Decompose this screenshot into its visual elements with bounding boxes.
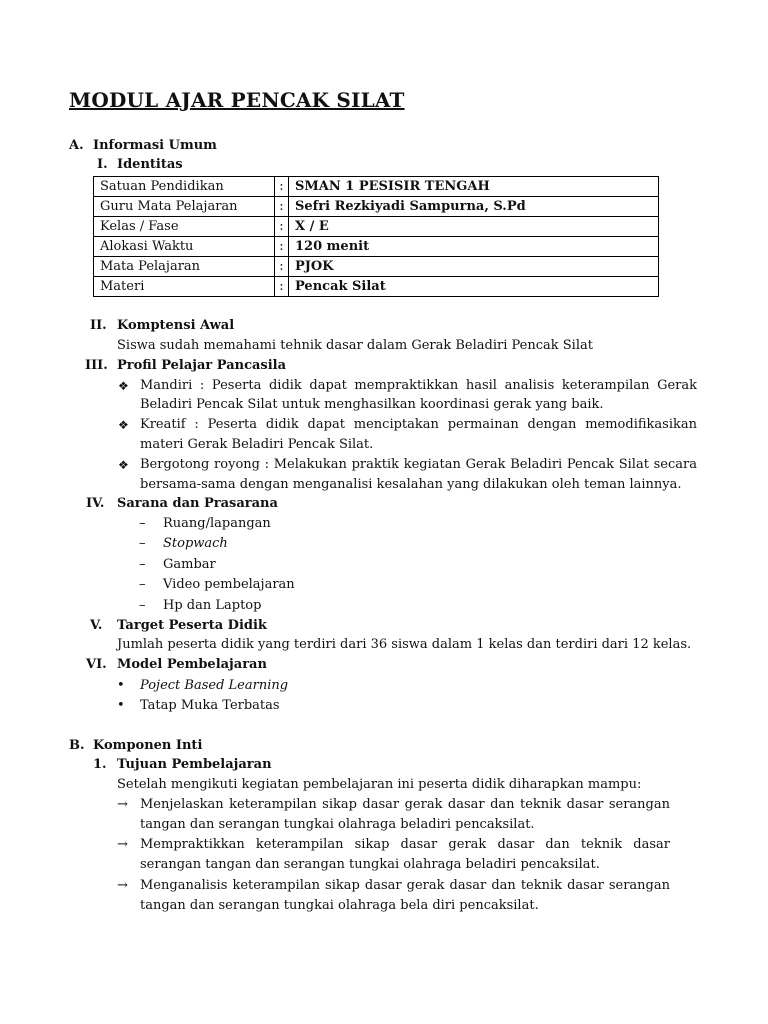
table-row bbox=[94, 177, 659, 197]
table-cell-separator: : bbox=[275, 177, 289, 197]
dash-bullet-icon: – bbox=[139, 598, 146, 613]
section-b-label: B. bbox=[69, 738, 85, 753]
table-cell-separator: : bbox=[275, 257, 289, 277]
target-number: V. bbox=[90, 618, 103, 633]
table-cell-label: Kelas / Fase bbox=[94, 217, 275, 237]
table-row bbox=[94, 257, 659, 277]
tujuan-heading: Tujuan Pembelajaran bbox=[117, 757, 272, 772]
sarana-number: IV. bbox=[86, 496, 105, 511]
sarana-item: Stopwach bbox=[163, 536, 228, 551]
table-cell-label: Satuan Pendidikan bbox=[94, 177, 275, 197]
table-cell-value: PJOK bbox=[289, 257, 659, 277]
table-cell-separator: : bbox=[275, 197, 289, 217]
table-cell-separator: : bbox=[275, 217, 289, 237]
profil-item-line: materi Gerak Beladiri Pencak Silat. bbox=[140, 437, 374, 452]
model-item: Tatap Muka Terbatas bbox=[140, 698, 280, 713]
identitas-heading: Identitas bbox=[117, 157, 183, 172]
diamond-bullet-icon: ❖ bbox=[118, 458, 129, 472]
table-row bbox=[94, 237, 659, 257]
target-text: Jumlah peserta didik yang terdiri dari 36 siswa dalam 1 kelas dan terdiri dari 12 kelas. bbox=[117, 637, 692, 652]
profil-heading: Profil Pelajar Pancasila bbox=[117, 358, 287, 373]
tujuan-item-line: Menganalisis keterampilan sikap dasar gerak dasar dan teknik dasar serangan bbox=[140, 878, 670, 893]
tujuan-item-line: Menjelaskan keterampilan sikap dasar gerak dasar dan teknik dasar serangan bbox=[140, 797, 670, 812]
table-row bbox=[94, 197, 659, 217]
arrow-right-icon: → bbox=[117, 837, 128, 852]
profil-item-line: Kreatif : Peserta didik dapat menciptakan permainan dengan memodifikasikan bbox=[140, 417, 697, 432]
table-cell-value: 120 menit bbox=[289, 237, 659, 257]
table-cell-value: X / E bbox=[289, 217, 659, 237]
tujuan-item-line: tangan dan serangan tungkai olahraga bela diri pencaksilat. bbox=[140, 898, 539, 913]
sarana-item: Gambar bbox=[163, 557, 216, 572]
table-cell-value: SMAN 1 PESISIR TENGAH bbox=[289, 177, 659, 197]
sarana-item: Ruang/lapangan bbox=[163, 516, 271, 531]
profil-item-line: bersama-sama dengan menganalisi kesalahan yang dilakukan oleh teman lainnya. bbox=[140, 477, 682, 492]
sarana-item: Video pembelajaran bbox=[163, 577, 295, 592]
dash-bullet-icon: – bbox=[139, 536, 146, 551]
sarana-item: Hp dan Laptop bbox=[163, 598, 262, 613]
table-cell-label: Alokasi Waktu bbox=[94, 237, 275, 257]
table-row bbox=[94, 277, 659, 297]
tujuan-item-line: serangan tangan dan serangan tungkai olahraga beladiri pencaksilat. bbox=[140, 857, 600, 872]
tujuan-intro: Setelah mengikuti kegiatan pembelajaran ini peserta didik diharapkan mampu: bbox=[117, 777, 642, 792]
profil-item-line: Mandiri : Peserta didik dapat mempraktikkan hasil analisis keterampilan Gerak bbox=[140, 378, 697, 393]
tujuan-item-line: Mempraktikkan keterampilan sikap dasar gerak dasar dan teknik dasar bbox=[140, 837, 670, 852]
dash-bullet-icon: – bbox=[139, 577, 146, 592]
profil-item-line: Beladiri Pencak Silat untuk menghasilkan koordinasi gerak yang baik. bbox=[140, 397, 604, 412]
table-cell-value: Sefri Rezkiyadi Sampurna, S.Pd bbox=[289, 197, 659, 217]
identitas-table bbox=[93, 176, 659, 297]
dash-bullet-icon: – bbox=[139, 557, 146, 572]
arrow-right-icon: → bbox=[117, 878, 128, 893]
table-cell-label: Mata Pelajaran bbox=[94, 257, 275, 277]
table-cell-value: Pencak Silat bbox=[289, 277, 659, 297]
model-heading: Model Pembelajaran bbox=[117, 657, 267, 672]
model-item: Poject Based Learning bbox=[140, 678, 289, 693]
sarana-heading: Sarana dan Prasarana bbox=[117, 496, 278, 511]
kompetensi-heading: Komptensi Awal bbox=[117, 318, 235, 333]
table-row bbox=[94, 217, 659, 237]
kompetensi-text: Siswa sudah memahami tehnik dasar dalam Gerak Beladiri Pencak Silat bbox=[117, 338, 593, 353]
table-cell-separator: : bbox=[275, 237, 289, 257]
target-heading: Target Peserta Didik bbox=[117, 618, 267, 633]
table-cell-label: Materi bbox=[94, 277, 275, 297]
arrow-right-icon: → bbox=[117, 797, 128, 812]
tujuan-item-line: tangan dan serangan tungkai olahraga beladiri pencaksilat. bbox=[140, 817, 535, 832]
profil-number: III. bbox=[85, 358, 108, 373]
table-cell-separator: : bbox=[275, 277, 289, 297]
section-a-label: A. bbox=[69, 138, 84, 153]
identitas-number: I. bbox=[97, 157, 108, 172]
diamond-bullet-icon: ❖ bbox=[118, 418, 129, 432]
section-a-heading: Informasi Umum bbox=[93, 138, 217, 153]
section-b-heading: Komponen Inti bbox=[93, 738, 203, 753]
model-number: VI. bbox=[86, 657, 107, 672]
bullet-icon: • bbox=[117, 698, 125, 713]
document-title: MODUL AJAR PENCAK SILAT bbox=[69, 88, 405, 112]
kompetensi-number: II. bbox=[90, 318, 107, 333]
tujuan-number: 1. bbox=[93, 757, 107, 772]
bullet-icon: • bbox=[117, 678, 125, 693]
profil-item-line: Bergotong royong : Melakukan praktik kegiatan Gerak Beladiri Pencak Silat secara bbox=[140, 457, 697, 472]
table-cell-label: Guru Mata Pelajaran bbox=[94, 197, 275, 217]
diamond-bullet-icon: ❖ bbox=[118, 379, 129, 393]
dash-bullet-icon: – bbox=[139, 516, 146, 531]
